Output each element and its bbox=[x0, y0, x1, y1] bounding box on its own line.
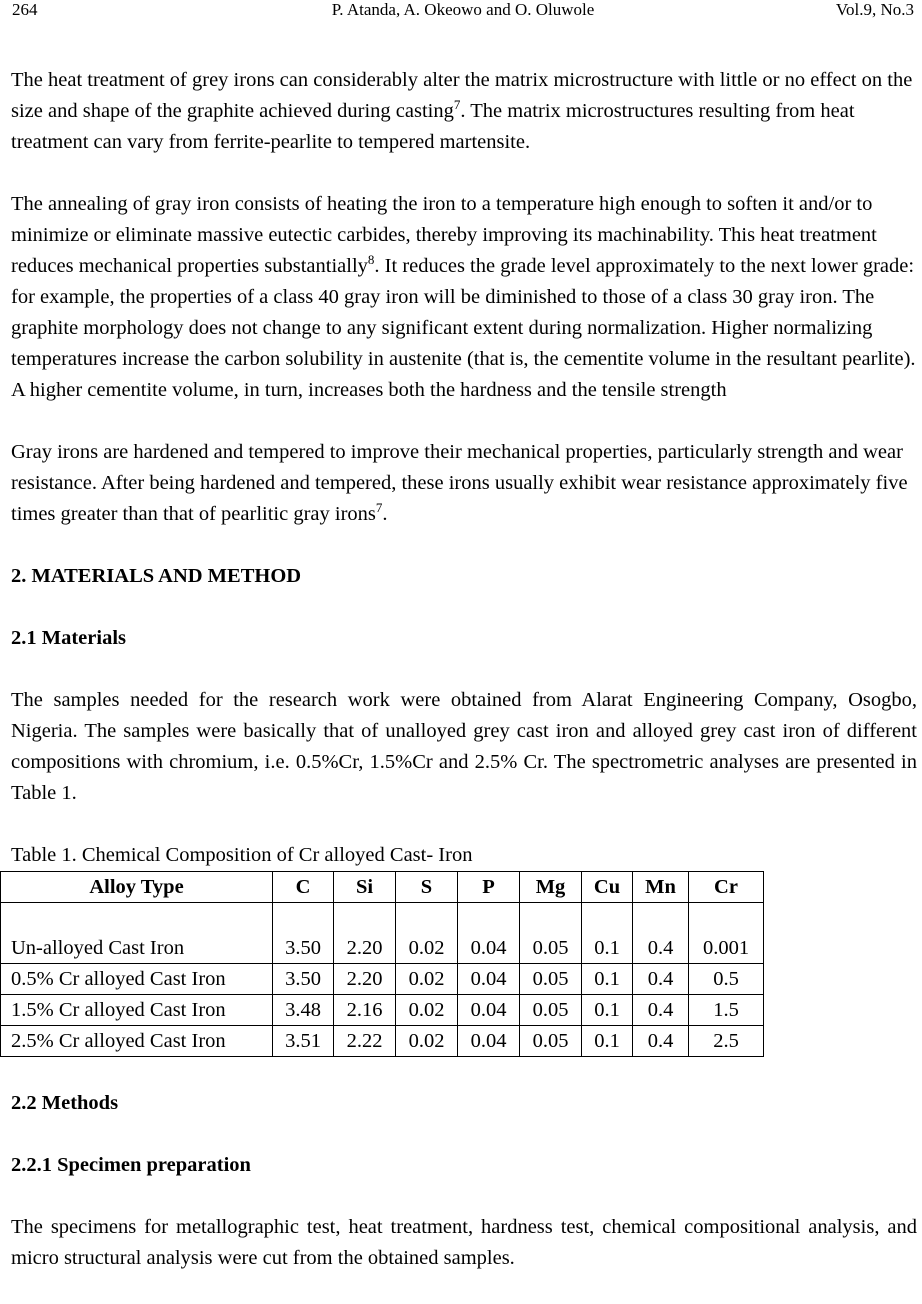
column-header-mg: Mg bbox=[520, 872, 582, 903]
citation-ref: 7 bbox=[453, 97, 461, 113]
table-cell: 0.02 bbox=[396, 964, 458, 995]
citation-ref: 7 bbox=[375, 500, 383, 516]
header-volume: Vol.9, No.3 bbox=[835, 0, 914, 19]
table-caption: Table 1. Chemical Composition of Cr alloyed Cast- Iron bbox=[11, 844, 473, 866]
table-cell: 0.1 bbox=[582, 903, 633, 964]
table-cell: 0.4 bbox=[633, 995, 689, 1026]
table-cell: 0.1 bbox=[582, 995, 633, 1026]
column-header-alloy-type: Alloy Type bbox=[1, 872, 273, 903]
table-cell: 0.04 bbox=[458, 995, 520, 1026]
table-cell: 2.20 bbox=[334, 964, 396, 995]
table-cell: 0.04 bbox=[458, 903, 520, 964]
table-cell: 0.4 bbox=[633, 964, 689, 995]
citation-ref: 8 bbox=[367, 252, 375, 268]
table-cell: 0.05 bbox=[520, 903, 582, 964]
header-authors: P. Atanda, A. Okeowo and O. Oluwole bbox=[331, 0, 595, 19]
column-header-p: P bbox=[458, 872, 520, 903]
subsection-heading-specimen-preparation: 2.2.1 Specimen preparation bbox=[11, 1154, 251, 1176]
table-row bbox=[1, 964, 764, 995]
page-body bbox=[11, 65, 917, 1274]
table-cell: 0.1 bbox=[582, 1026, 633, 1057]
page-number: 264 bbox=[12, 0, 38, 19]
table-cell: 0.04 bbox=[458, 1026, 520, 1057]
table-cell: 3.50 bbox=[273, 964, 334, 995]
table-cell: 3.48 bbox=[273, 995, 334, 1026]
column-header-si: Si bbox=[334, 872, 396, 903]
table-cell: 0.001 bbox=[689, 903, 764, 964]
paragraph-hardening: Gray irons are hardened and tempered to improve their mechanical properties, particularly strength and wear resistance. After being hardened and tempered, these irons usually exhibit wear resistance approximately five times greater than that of pearlitic gray irons$^7$. bbox=[11, 441, 908, 525]
table-cell: 0.05 bbox=[520, 964, 582, 995]
section-heading-materials-and-method: 2. MATERIALS AND METHOD bbox=[11, 565, 302, 587]
column-header-cr: Cr bbox=[689, 872, 764, 903]
table-cell: 2.5 bbox=[689, 1026, 764, 1057]
column-header-cu: Cu bbox=[582, 872, 633, 903]
column-header-mn: Mn bbox=[633, 872, 689, 903]
subsection-heading-methods: 2.2 Methods bbox=[11, 1092, 119, 1114]
table-cell: 2.16 bbox=[334, 995, 396, 1026]
column-header-s: S bbox=[396, 872, 458, 903]
table-cell: Un-alloyed Cast Iron bbox=[1, 903, 273, 964]
subsection-heading-materials: 2.1 Materials bbox=[11, 627, 126, 649]
table-row bbox=[1, 995, 764, 1026]
paragraph-specimen-preparation: The specimens for metallographic test, heat treatment, hardness test, chemical compositional analysis, and micro structural analysis were cut from the obtained samples. bbox=[11, 1216, 917, 1269]
table-cell: 3.51 bbox=[273, 1026, 334, 1057]
table-cell: 0.05 bbox=[520, 1026, 582, 1057]
table-cell: 0.02 bbox=[396, 903, 458, 964]
table-cell: 3.50 bbox=[273, 903, 334, 964]
table-cell: 1.5 bbox=[689, 995, 764, 1026]
composition-table bbox=[0, 871, 764, 1057]
table-cell: 0.05 bbox=[520, 995, 582, 1026]
table-cell: 2.22 bbox=[334, 1026, 396, 1057]
table-cell: 0.02 bbox=[396, 1026, 458, 1057]
table-cell: 0.4 bbox=[633, 903, 689, 964]
paragraph-heat-treatment: The heat treatment of grey irons can considerably alter the matrix microstructure with little or no effect on the size and shape of the graphite achieved during casting$^7$. The matrix microstructures resulting from heat treatment can vary from ferrite-pearlite to tempered martensite. bbox=[11, 69, 913, 153]
table-cell: 0.04 bbox=[458, 964, 520, 995]
table-cell: 2.20 bbox=[334, 903, 396, 964]
table-cell: 0.4 bbox=[633, 1026, 689, 1057]
table-cell: 0.02 bbox=[396, 995, 458, 1026]
table-cell: 1.5% Cr alloyed Cast Iron bbox=[1, 995, 273, 1026]
column-header-c: C bbox=[273, 872, 334, 903]
table-cell: 0.5% Cr alloyed Cast Iron bbox=[1, 964, 273, 995]
table-header-row bbox=[1, 872, 764, 903]
paragraph-annealing: The annealing of gray iron consists of heating the iron to a temperature high enough to soften it and/or to minimize or eliminate massive eutectic carbides, thereby improving its machinability. This heat treatment reduces mechanical properties substantially$^8$. It reduces the grade level approximately to the next lower grade: for example, the properties of a class 40 gray iron will be diminished to those of a class 30 gray iron. The graphite morphology does not change to any significant extent during normalization. Higher normalizing temperatures increase the carbon solubility in austenite (that is, the cementite volume in the resultant pearlite). A higher cementite volume, in turn, increases both the hardness and the tensile strength bbox=[11, 193, 916, 401]
table-cell: 0.5 bbox=[689, 964, 764, 995]
table-cell: 0.1 bbox=[582, 964, 633, 995]
running-header bbox=[12, 0, 914, 22]
table-cell: 2.5% Cr alloyed Cast Iron bbox=[1, 1026, 273, 1057]
table-row bbox=[1, 903, 764, 964]
paragraph-materials: The samples needed for the research work were obtained from Alarat Engineering Company, Osogbo, Nigeria. The samples were basically that of unalloyed grey cast iron and alloyed grey cast iron of different compositions with chromium, i.e. 0.5%Cr, 1.5%Cr and 2.5% Cr. The spectrometric analyses are presented in Table 1. bbox=[11, 689, 917, 804]
table-row bbox=[1, 1026, 764, 1057]
